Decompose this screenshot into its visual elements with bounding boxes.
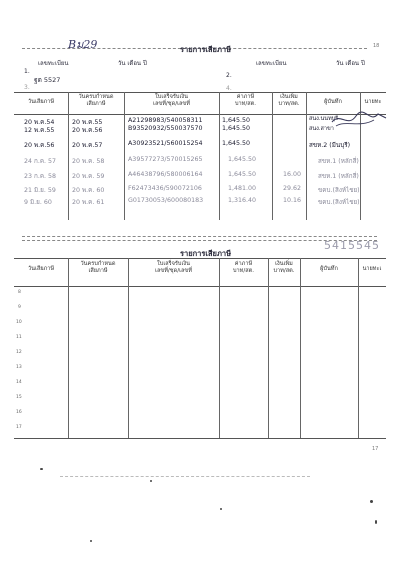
t1-row-2-due: 20 พ.ค.56 (72, 127, 103, 134)
t1-row-3-tax: 1,645.50 (222, 140, 251, 147)
t1-row-7-recorder: ขคบ.(สิงห์ไชย) (318, 199, 360, 206)
t1-row-2-tax: 1,645.50 (222, 125, 251, 132)
t2-header-due: วันครบกำหนด เสียภาษี (80, 261, 116, 274)
t2-line-10: 10 (16, 320, 22, 325)
t1-row-3-recorder: สขห.2 (มีนบุรี) (309, 142, 351, 149)
vehicle-plate: ฐต 5527 (34, 76, 61, 84)
section-separator (22, 236, 377, 237)
handwritten-doc-code: Bม29 (68, 38, 98, 51)
t2-line-11: 11 (16, 335, 22, 340)
t1-row-3-receipt: A30923521/560015254 (128, 140, 203, 147)
t1-header-registrar: นายทะ (364, 99, 382, 105)
t2-line-14: 14 (16, 380, 22, 385)
t2-line-9: 9 (18, 305, 21, 310)
t1-row-3-paid: 20 พ.ค.56 (24, 142, 55, 149)
t1-header-fine: เงินเพิ่ม บาท/สต. (278, 94, 300, 107)
t1-row-7-tax: 1,316.40 (228, 197, 257, 204)
entry-1-number: 1. (24, 68, 30, 75)
t1-row-6-tax: 1,481.00 (228, 185, 257, 192)
t1-row-6-due: 20 พ.ค. 60 (72, 187, 105, 194)
t1-row-7-paid: 9 มิ.ย. 60 (24, 199, 52, 206)
col-date-right: วัน เดือน ปี (336, 60, 365, 67)
t1-header-tax: ค่าภาษี บาท/สต. (234, 94, 257, 107)
t1-row-7-receipt: G01730053/600080183 (128, 197, 204, 204)
scan-speck (220, 508, 222, 510)
t1-row-6-fine: 29.62 (283, 185, 302, 192)
page-number-top: 18 (373, 43, 380, 49)
t1-row-4-tax: 1,645.50 (228, 156, 257, 163)
t1-row-5-recorder: สขห.1 (หลักสี่) (318, 173, 359, 180)
t1-row-5-receipt: A46438796/580006164 (128, 171, 203, 178)
t1-row-7-fine: 10.16 (283, 197, 302, 204)
t1-header-due: วันครบกำหนด เสียภาษี (78, 94, 114, 107)
t2-header-fine: เงินเพิ่ม บาท/สต. (273, 261, 295, 274)
t1-row-1-receipt: A21298983/540058311 (128, 117, 203, 124)
t2-header-registrar: นายทะเ (362, 266, 382, 272)
scan-noise-line (60, 476, 310, 477)
bottom-section-title: รายการเสียภาษี (180, 249, 232, 258)
t2-line-15: 15 (16, 395, 22, 400)
col-reg-right: เลขทะเบียน (256, 60, 287, 67)
t1-row-4-due: 20 พ.ค. 58 (72, 158, 105, 165)
t1-row-3-due: 20 พ.ค.57 (72, 142, 103, 149)
t1-row-2-paid: 12 พ.ค.55 (24, 127, 55, 134)
col-reg-left: เลขทะเบียน (38, 60, 69, 67)
t1-row-4-receipt: A39577273/570015265 (128, 156, 203, 163)
t1-header-paid: วันเสียภาษี (27, 99, 55, 105)
t1-row-1-tax: 1,645.50 (222, 117, 251, 124)
t2-header-recorder: ผู้บันทึก (320, 266, 338, 272)
entry-3-number: 3. (24, 84, 30, 91)
t2-header-receipt: ใบเสร็จรับเงิน เลขที่/ชุด/เลขที่ (155, 261, 192, 274)
t1-row-6-recorder: ขคบ.(สิงห์ไชย) (318, 187, 360, 194)
t1-row-5-tax: 1,645.50 (228, 171, 257, 178)
entry-4-number: 4. (226, 85, 232, 92)
t1-row-6-receipt: F62473436/590072106 (128, 185, 202, 192)
side-number: 5415545 (324, 239, 380, 252)
t2-header-tax: ค่าภาษี บาท/สต. (232, 261, 255, 274)
t2-line-17: 17 (16, 425, 22, 430)
t1-header-receipt: ใบเสร็จรับเงิน เลขที่/ชุด/เลขที่ (153, 94, 190, 107)
t1-row-1-due: 20 พ.ค.55 (72, 119, 103, 126)
scan-speck (375, 520, 377, 524)
t1-row-4-recorder: สขห.1 (หลักสี่) (318, 158, 359, 165)
t1-row-2-receipt: B93520932/550037570 (128, 125, 203, 132)
scan-speck (150, 480, 152, 482)
t1-row-6-paid: 21 มิ.ย. 59 (24, 187, 56, 194)
entry-2-number: 2. (226, 72, 232, 79)
t1-row-4-paid: 24 ก.ค. 57 (24, 158, 57, 165)
t1-row-5-due: 20 พ.ค. 59 (72, 173, 105, 180)
t1-row-5-fine: 16.00 (283, 171, 302, 178)
t2-line-12: 12 (16, 350, 22, 355)
recorder-signature-scribble (330, 108, 388, 130)
scan-speck (40, 468, 43, 470)
scan-speck (90, 540, 92, 542)
t2-line-13: 13 (16, 365, 22, 370)
t1-row-2-recorder: สนง.สาขา (309, 126, 334, 132)
page-number-bottom: 17 (372, 446, 379, 452)
t1-header-recorder: ผู้บันทึก (324, 99, 342, 105)
t1-row-5-paid: 23 ก.ค. 58 (24, 173, 57, 180)
t2-line-16: 16 (16, 410, 22, 415)
scan-speck (370, 500, 373, 503)
col-date-left: วัน เดือน ปี (118, 60, 147, 67)
t2-line-8: 8 (18, 290, 21, 295)
top-section-title: รายการเสียภาษี (180, 45, 232, 54)
t1-row-1-recorder: สนง.นนทบุรี (309, 116, 339, 122)
t1-row-1-paid: 20 พ.ค.54 (24, 119, 55, 126)
t1-row-7-due: 20 พ.ค. 61 (72, 199, 105, 206)
t2-header-paid: วันเสียภาษี (27, 266, 55, 272)
